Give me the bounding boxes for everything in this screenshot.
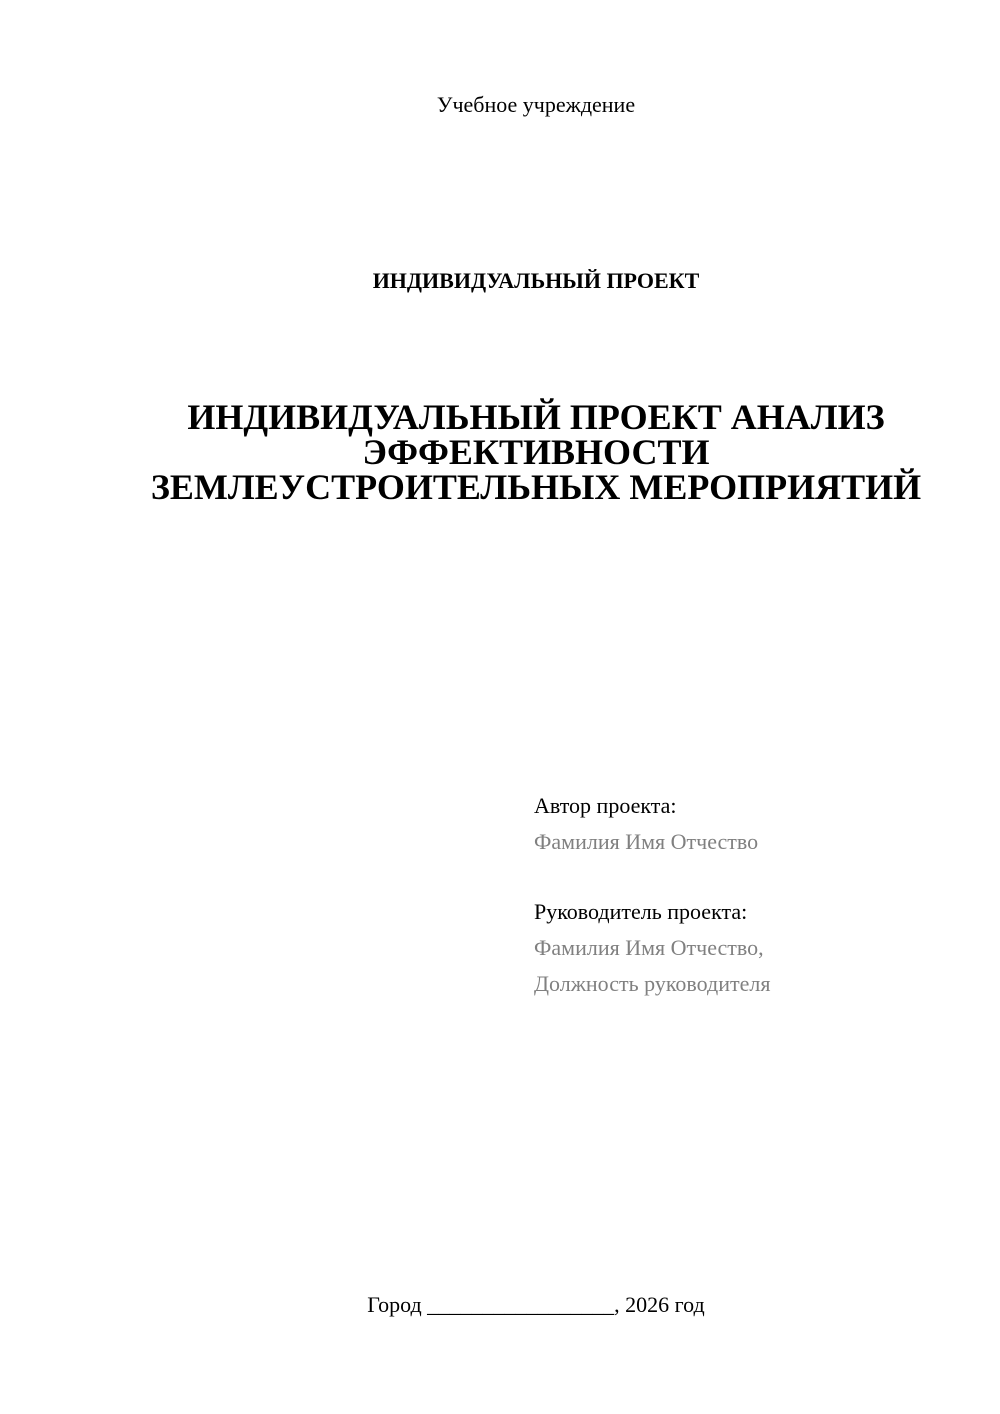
city-year-line: Город _________________, 2026 год [367,1292,705,1317]
supervisor-name: Фамилия Имя Отчество, [534,935,764,960]
author-name: Фамилия Имя Отчество [534,829,759,854]
institution-name: Учебное учреждение [436,92,636,117]
supervisor-position: Должность руководителя [534,971,771,996]
document-title: ИНДИВИДУАЛЬНЫЙ ПРОЕКТ АНАЛИЗ ЭФФЕКТИВНОСТИ ЗЕМЛЕУСТРОИТЕЛЬНЫХ МЕРОПРИЯТИЙ [150,397,922,507]
supervisor-label: Руководитель проекта: [534,899,748,924]
signature-block [534,788,974,1002]
spacer [534,860,974,894]
author-label: Автор проекта: [534,793,677,818]
document-type: ИНДИВИДУАЛЬНЫЙ ПРОЕКТ [372,268,700,293]
